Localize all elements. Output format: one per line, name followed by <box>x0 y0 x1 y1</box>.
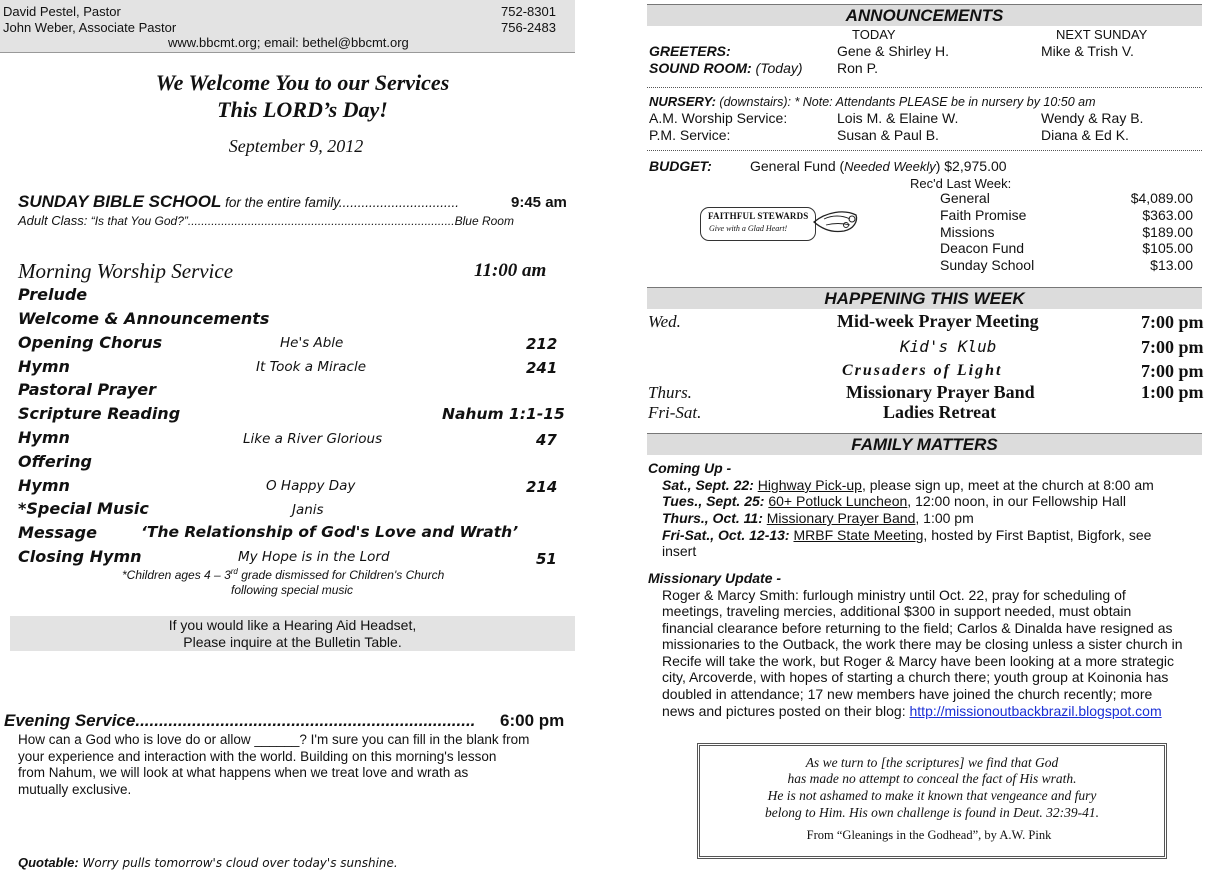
order-item-title: My Hope is in the Lord <box>238 549 390 565</box>
am-service-today: Lois M. & Elaine W. <box>837 110 959 126</box>
event-name: Highway Pick-up <box>757 477 862 493</box>
logo-title: FAITHFUL STEWARDS <box>708 211 809 221</box>
coming-up-item <box>662 477 1154 493</box>
order-item-label: Pastoral Prayer <box>18 380 157 399</box>
coming-up-item <box>662 527 1151 543</box>
order-item-label: Hymn <box>18 476 70 495</box>
scripture-reference: Nahum 1:1-15 <box>442 405 565 423</box>
event-date: Fri-Sat., Oct. 12-13: <box>662 527 790 543</box>
adult-class-label: Adult Class: <box>18 213 88 228</box>
order-item-label: Hymn <box>18 357 70 376</box>
fund-amount: $189.00 <box>1142 224 1193 240</box>
event-details: , hosted by First Baptist, Bigfork, see <box>923 527 1152 543</box>
quote-line: He is not ashamed to make it known that vengeance and fury <box>767 788 1097 803</box>
fund-name: General <box>940 190 990 206</box>
hearing-aid-line-1: If you would like a Hearing Aid Headset, <box>168 617 417 633</box>
sound-room-line <box>649 60 803 76</box>
order-item-title: O Happy Day <box>266 478 356 494</box>
order-item-label: Scripture Reading <box>18 404 181 423</box>
order-item-label: Welcome & Announcements <box>18 309 270 328</box>
order-item-label: Opening Chorus <box>18 333 163 352</box>
missionary-line <box>662 703 1162 719</box>
children-note <box>122 567 444 582</box>
pm-service-label: P.M. Service: <box>649 127 731 143</box>
event-date: Tues., Sept. 25: <box>662 493 765 509</box>
quote-source: From “Gleanings in the Godhead”, by A.W. Pink <box>806 828 1052 842</box>
sound-room-label: SOUND ROOM: <box>649 60 752 76</box>
cornucopia-icon <box>812 205 860 239</box>
order-item-label: Closing Hymn <box>18 547 142 566</box>
faithful-stewards-logo <box>700 205 860 241</box>
missionary-line: financial clearance before returning to the field; Carlos & Dinalda have resigned as <box>662 620 1173 636</box>
missionary-update-label: Missionary Update - <box>648 570 782 586</box>
evening-service-title: Evening Service........................................................................ <box>4 711 476 730</box>
nursery-line <box>649 94 1096 109</box>
am-service-next: Wendy & Ray B. <box>1041 110 1144 126</box>
event-date: Sat., Sept. 22: <box>662 477 754 493</box>
order-item-title: Like a River Glorious <box>243 431 383 447</box>
event-name: 60+ Potluck Luncheon <box>768 493 908 509</box>
divider <box>647 150 1202 151</box>
children-note-line-2: following special music <box>231 583 354 597</box>
next-sunday-column-label: NEXT SUNDAY <box>1056 27 1148 42</box>
logo-tagline: Give with a Glad Heart! <box>709 224 788 233</box>
received-last-week-label: Rec'd Last Week: <box>910 176 1012 191</box>
coming-up-label: Coming Up - <box>648 460 732 476</box>
hearing-aid-line-2: Please inquire at the Bulletin Table. <box>183 634 402 650</box>
happening-time: 7:00 pm <box>1141 361 1204 381</box>
bible-school-subtitle: for the entire family................................ <box>221 195 459 210</box>
coming-up-item <box>662 510 974 526</box>
budget-text: ) $2,975.00 <box>935 158 1007 174</box>
quotable-label: Quotable: <box>18 855 79 870</box>
fund-amount: $13.00 <box>1150 257 1193 273</box>
children-note-text: grade dismissed for Children's Church <box>237 568 445 582</box>
welcome-line-2: This LORD’s Day! <box>217 97 388 122</box>
sound-room-tag: (Today) <box>751 60 803 76</box>
quote-line: belong to Him. His own challenge is found in Deut. 32:39-41. <box>764 805 1100 820</box>
adult-class-text: “Is that You God?”................................................................................Blue Room <box>87 214 514 228</box>
order-item-label: Hymn <box>18 428 70 447</box>
happening-day: Wed. <box>648 312 681 331</box>
quote-line: As we turn to [the scriptures] we find that God <box>805 755 1059 770</box>
bible-school-time: 9:45 am <box>511 194 567 211</box>
missionary-line-text: news and pictures posted on their blog: <box>662 703 910 719</box>
greeters-today: Gene & Shirley H. <box>837 43 950 59</box>
order-item-title: He's Able <box>280 335 344 351</box>
adult-class-line <box>18 213 514 228</box>
fund-amount: $4,089.00 <box>1130 190 1193 206</box>
order-item-number: 241 <box>526 359 558 377</box>
order-item-number: 51 <box>536 550 557 568</box>
event-name: MRBF State Meeting <box>793 527 924 543</box>
website-email: www.bbcmt.org; email: bethel@bbcmt.org <box>168 35 409 50</box>
budget-line <box>750 158 1007 174</box>
announcements-header: ANNOUNCEMENTS <box>647 4 1202 26</box>
happening-day: Thurs. <box>648 383 692 402</box>
missionary-line: Roger & Marcy Smith: furlough ministry until Oct. 22, pray for scheduling of <box>662 587 1126 603</box>
event-date: Thurs., Oct. 11: <box>662 510 763 526</box>
associate-pastor-phone: 756-2483 <box>501 20 556 35</box>
happening-event: Mid-week Prayer Meeting <box>837 311 1039 331</box>
message-title: ‘The Relationship of God's Love and Wrath’ <box>141 523 519 541</box>
quote-line: has made no attempt to conceal the fact of His wrath. <box>787 771 1077 786</box>
missionary-line: doubled in attendance; 17 new members have joined the church recently; more <box>662 686 1153 702</box>
evening-paragraph-line: How can a God who is love do or allow ______? I'm sure you can fill in the blank from <box>18 732 530 747</box>
children-note-text: *Children ages 4 – 3 <box>122 568 231 582</box>
morning-worship-title: Morning Worship Service <box>18 259 234 283</box>
order-item-label: Offering <box>18 452 92 471</box>
happening-event: Kid's Klub <box>900 337 997 356</box>
coming-up-item-continued: insert <box>662 543 697 559</box>
bible-school-title: SUNDAY BIBLE SCHOOL <box>18 192 222 211</box>
fund-name: Missions <box>940 224 995 240</box>
event-name: Missionary Prayer Band <box>766 510 916 526</box>
missionary-line: city, Arcoverde, with hopes of starting a church there; youth group at Koinonia has <box>662 669 1169 685</box>
associate-pastor-name: John Weber, Associate Pastor <box>3 20 177 35</box>
pm-service-next: Diana & Ed K. <box>1041 127 1129 143</box>
children-note-sup: rd <box>230 567 238 576</box>
fund-amount: $105.00 <box>1142 240 1193 256</box>
evening-paragraph-line: mutually exclusive. <box>18 782 132 797</box>
event-details: , 12:00 noon, in our Fellowship Hall <box>907 493 1126 509</box>
morning-worship-time: 11:00 am <box>474 260 547 281</box>
pm-service-today: Susan & Paul B. <box>837 127 939 143</box>
happening-event: Ladies Retreat <box>883 402 997 422</box>
happening-time: 7:00 pm <box>1141 337 1204 357</box>
happening-event: Missionary Prayer Band <box>846 382 1035 402</box>
budget-text: General Fund ( <box>750 158 845 174</box>
missionary-line: missionaries to the Outback, the work there may be closing unless a sister church in <box>662 636 1183 652</box>
family-matters-header: FAMILY MATTERS <box>647 433 1202 455</box>
coming-up-item <box>662 493 1126 509</box>
fund-name: Deacon Fund <box>940 240 1025 256</box>
evening-paragraph-line: your experience and interaction with the world. Building on this morning's lesson <box>18 749 497 764</box>
sound-room-today: Ron P. <box>837 60 878 76</box>
evening-service-time: 6:00 pm <box>500 711 565 730</box>
happening-event: Crusaders of Light <box>842 362 1003 379</box>
order-item-label: *Special Music <box>18 499 149 518</box>
event-details: , 1:00 pm <box>915 510 974 526</box>
budget-label: BUDGET: <box>649 158 712 174</box>
order-item-label: Prelude <box>18 285 88 304</box>
order-item-number: 47 <box>536 431 557 449</box>
quotable-line <box>18 855 398 870</box>
greeters-next: Mike & Trish V. <box>1041 43 1134 59</box>
pastor-phone: 752-8301 <box>501 4 556 19</box>
greeters-label: GREETERS: <box>649 43 731 59</box>
event-details: , please sign up, meet at the church at 8:00 am <box>861 477 1154 493</box>
bible-school-line <box>18 192 459 212</box>
missionary-line: meetings, traveling mercies, additional $300 in support needed, must obtain <box>662 603 1132 619</box>
order-item-title: It Took a Miracle <box>256 359 367 375</box>
service-date: September 9, 2012 <box>228 136 364 156</box>
fund-amount: $363.00 <box>1142 207 1193 223</box>
today-column-label: TODAY <box>852 27 896 42</box>
happening-time: 7:00 pm <box>1141 312 1204 332</box>
budget-needed: Needed Weekly <box>844 159 936 174</box>
nursery-note: (downstairs): * Note: Attendants PLEASE be in nursery by 10:50 am <box>715 95 1096 109</box>
order-item-title: Janis <box>292 502 324 518</box>
happening-time: 1:00 pm <box>1141 382 1204 402</box>
fund-name: Sunday School <box>940 257 1035 273</box>
blog-link[interactable]: http://missionoutbackbrazil.blogspot.com <box>909 703 1162 719</box>
missionary-line: Recife will take the work, but Roger & Marcy have been looking at a more strategic <box>662 653 1175 669</box>
happening-day: Fri-Sat. <box>648 403 702 422</box>
evening-paragraph-line: from Nahum, we will look at what happens when we treat love and wrath as <box>18 765 469 780</box>
nursery-label: NURSERY: <box>649 94 716 109</box>
order-item-number: 212 <box>526 335 558 353</box>
fund-name: Faith Promise <box>940 207 1027 223</box>
happening-header: HAPPENING THIS WEEK <box>647 287 1202 309</box>
welcome-line-1: We Welcome You to our Services <box>155 70 450 95</box>
pastor-name: David Pestel, Pastor <box>3 4 121 19</box>
order-item-number: 214 <box>526 478 558 496</box>
divider <box>647 87 1202 88</box>
quotable-text: Worry pulls tomorrow's cloud over today's sunshine. <box>78 856 398 870</box>
order-item-label: Message <box>18 523 97 542</box>
am-service-label: A.M. Worship Service: <box>649 110 788 126</box>
